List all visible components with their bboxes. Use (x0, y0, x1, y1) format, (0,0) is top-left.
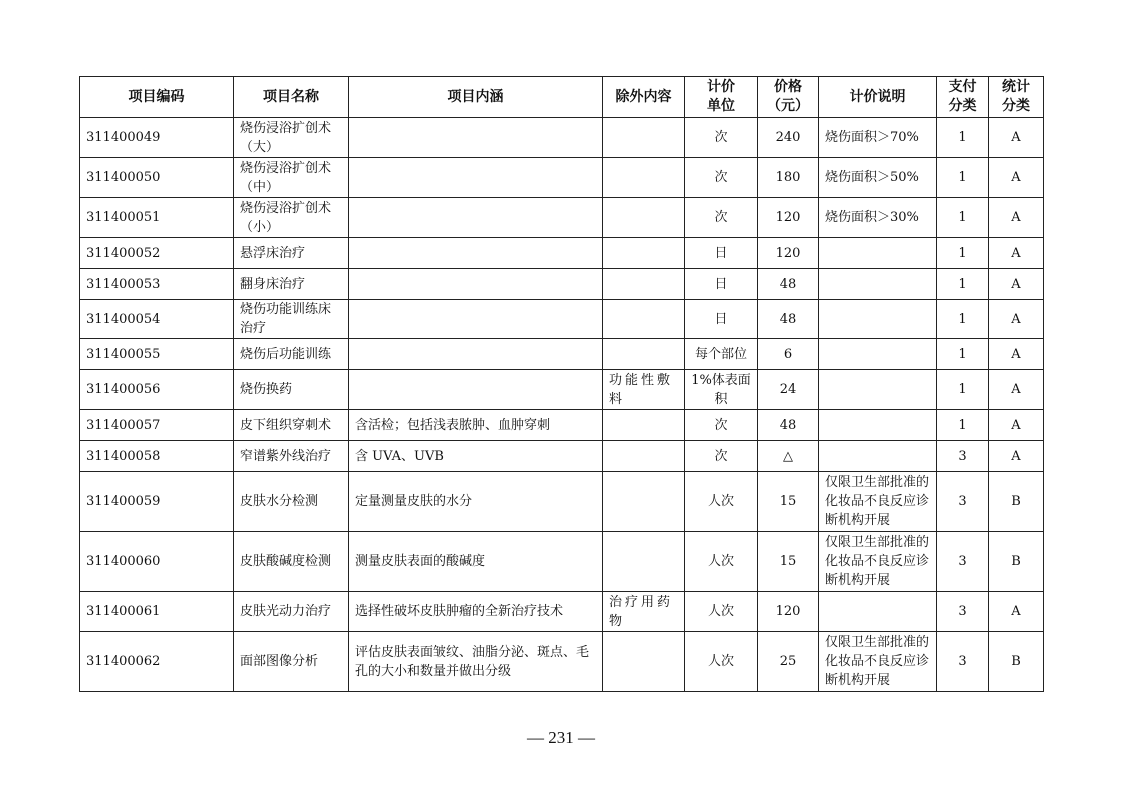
header-stat: 统计 分类 (989, 77, 1044, 118)
cell-note (819, 410, 937, 441)
cell-excluded (603, 300, 685, 339)
cell-price: 6 (758, 339, 819, 370)
cell-unit: 每个部位 (685, 339, 758, 370)
cell-excluded: 治疗用药物 (603, 592, 685, 632)
cell-price: 240 (758, 118, 819, 158)
cell-content (349, 118, 603, 158)
cell-name: 烧伤浸浴扩创术（中） (234, 158, 349, 198)
cell-stat: A (989, 370, 1044, 410)
cell-code: 311400062 (80, 632, 234, 692)
cell-code: 311400050 (80, 158, 234, 198)
cell-code: 311400052 (80, 238, 234, 269)
cell-code: 311400057 (80, 410, 234, 441)
cell-note: 仅限卫生部批准的化妆品不良反应诊断机构开展 (819, 472, 937, 532)
cell-code: 311400060 (80, 532, 234, 592)
cell-note (819, 441, 937, 472)
cell-note: 仅限卫生部批准的化妆品不良反应诊断机构开展 (819, 532, 937, 592)
cell-unit: 次 (685, 198, 758, 238)
table-row (80, 269, 1044, 300)
cell-pay: 1 (937, 339, 989, 370)
cell-name: 窄谱紫外线治疗 (234, 441, 349, 472)
cell-name: 皮肤光动力治疗 (234, 592, 349, 632)
cell-note (819, 339, 937, 370)
cell-content (349, 269, 603, 300)
cell-price: 180 (758, 158, 819, 198)
cell-unit: 次 (685, 158, 758, 198)
cell-stat: A (989, 118, 1044, 158)
cell-code: 311400059 (80, 472, 234, 532)
table-row (80, 339, 1044, 370)
header-note: 计价说明 (819, 77, 937, 118)
cell-stat: A (989, 339, 1044, 370)
cell-content: 定量测量皮肤的水分 (349, 472, 603, 532)
cell-stat: B (989, 632, 1044, 692)
cell-content (349, 300, 603, 339)
cell-excluded (603, 532, 685, 592)
cell-unit: 日 (685, 269, 758, 300)
cell-note: 仅限卫生部批准的化妆品不良反应诊断机构开展 (819, 632, 937, 692)
cell-code: 311400051 (80, 198, 234, 238)
cell-price: 15 (758, 532, 819, 592)
cell-note: 烧伤面积＞50% (819, 158, 937, 198)
table-row (80, 632, 1044, 692)
cell-content: 评估皮肤表面皱纹、油脂分泌、斑点、毛孔的大小和数量并做出分级 (349, 632, 603, 692)
cell-note (819, 592, 937, 632)
cell-name: 皮下组织穿刺术 (234, 410, 349, 441)
cell-note (819, 269, 937, 300)
cell-unit: 人次 (685, 632, 758, 692)
cell-unit: 人次 (685, 592, 758, 632)
cell-content: 含 UVA、UVB (349, 441, 603, 472)
cell-name: 皮肤酸碱度检测 (234, 532, 349, 592)
cell-pay: 3 (937, 632, 989, 692)
cell-content (349, 198, 603, 238)
fee-table (79, 76, 1044, 692)
cell-pay: 3 (937, 532, 989, 592)
cell-content (349, 339, 603, 370)
cell-pay: 3 (937, 592, 989, 632)
cell-code: 311400049 (80, 118, 234, 158)
cell-price: 48 (758, 269, 819, 300)
cell-pay: 1 (937, 300, 989, 339)
cell-stat: B (989, 532, 1044, 592)
cell-note: 烧伤面积＞70% (819, 118, 937, 158)
cell-stat: A (989, 198, 1044, 238)
cell-unit: 人次 (685, 532, 758, 592)
table-row (80, 300, 1044, 339)
cell-content: 测量皮肤表面的酸碱度 (349, 532, 603, 592)
cell-stat: A (989, 238, 1044, 269)
header-price: 价格 （元） (758, 77, 819, 118)
cell-code: 311400053 (80, 269, 234, 300)
cell-content (349, 370, 603, 410)
cell-pay: 1 (937, 238, 989, 269)
cell-code: 311400054 (80, 300, 234, 339)
table-row (80, 592, 1044, 632)
cell-pay: 3 (937, 441, 989, 472)
cell-code: 311400056 (80, 370, 234, 410)
table-row (80, 410, 1044, 441)
cell-code: 311400058 (80, 441, 234, 472)
cell-stat: A (989, 269, 1044, 300)
header-pay: 支付 分类 (937, 77, 989, 118)
cell-excluded (603, 410, 685, 441)
cell-pay: 1 (937, 158, 989, 198)
cell-content: 选择性破坏皮肤肿瘤的全新治疗技术 (349, 592, 603, 632)
cell-note: 烧伤面积＞30% (819, 198, 937, 238)
cell-unit: 次 (685, 118, 758, 158)
cell-pay: 1 (937, 269, 989, 300)
cell-content (349, 158, 603, 198)
cell-price: 15 (758, 472, 819, 532)
cell-content: 含活检；包括浅表脓肿、血肿穿刺 (349, 410, 603, 441)
cell-content (349, 238, 603, 269)
cell-price: 120 (758, 592, 819, 632)
cell-name: 面部图像分析 (234, 632, 349, 692)
cell-name: 烧伤浸浴扩创术（小） (234, 198, 349, 238)
cell-price: △ (758, 441, 819, 472)
cell-excluded (603, 118, 685, 158)
table-row (80, 441, 1044, 472)
cell-excluded (603, 158, 685, 198)
cell-stat: A (989, 410, 1044, 441)
header-row (80, 77, 1044, 118)
cell-excluded (603, 339, 685, 370)
table-row (80, 198, 1044, 238)
cell-name: 烧伤换药 (234, 370, 349, 410)
cell-excluded (603, 238, 685, 269)
cell-excluded (603, 269, 685, 300)
cell-excluded (603, 198, 685, 238)
cell-price: 25 (758, 632, 819, 692)
cell-stat: A (989, 592, 1044, 632)
cell-pay: 3 (937, 472, 989, 532)
table-row (80, 158, 1044, 198)
cell-excluded (603, 472, 685, 532)
cell-price: 24 (758, 370, 819, 410)
cell-price: 48 (758, 300, 819, 339)
cell-unit: 1%体表面积 (685, 370, 758, 410)
cell-excluded (603, 632, 685, 692)
cell-note (819, 300, 937, 339)
cell-pay: 1 (937, 118, 989, 158)
header-code: 项目编码 (80, 77, 234, 118)
header-content: 项目内涵 (349, 77, 603, 118)
cell-pay: 1 (937, 410, 989, 441)
cell-unit: 次 (685, 441, 758, 472)
cell-name: 翻身床治疗 (234, 269, 349, 300)
cell-unit: 日 (685, 300, 758, 339)
table-row (80, 532, 1044, 592)
header-unit: 计价 单位 (685, 77, 758, 118)
table-row (80, 118, 1044, 158)
table-row (80, 238, 1044, 269)
cell-unit: 人次 (685, 472, 758, 532)
cell-price: 120 (758, 198, 819, 238)
cell-excluded (603, 441, 685, 472)
header-excluded: 除外内容 (603, 77, 685, 118)
cell-price: 120 (758, 238, 819, 269)
cell-unit: 日 (685, 238, 758, 269)
cell-name: 皮肤水分检测 (234, 472, 349, 532)
cell-name: 悬浮床治疗 (234, 238, 349, 269)
page-number: — 231 — (527, 728, 595, 747)
table-row (80, 370, 1044, 410)
cell-pay: 1 (937, 370, 989, 410)
cell-stat: A (989, 300, 1044, 339)
cell-pay: 1 (937, 198, 989, 238)
cell-name: 烧伤浸浴扩创术（大） (234, 118, 349, 158)
cell-excluded: 功能性敷料 (603, 370, 685, 410)
cell-stat: B (989, 472, 1044, 532)
header-name: 项目名称 (234, 77, 349, 118)
cell-price: 48 (758, 410, 819, 441)
cell-note (819, 370, 937, 410)
cell-code: 311400061 (80, 592, 234, 632)
cell-name: 烧伤功能训练床治疗 (234, 300, 349, 339)
cell-note (819, 238, 937, 269)
cell-stat: A (989, 441, 1044, 472)
table-row (80, 472, 1044, 532)
table-body (80, 118, 1044, 692)
cell-code: 311400055 (80, 339, 234, 370)
cell-stat: A (989, 158, 1044, 198)
cell-unit: 次 (685, 410, 758, 441)
cell-name: 烧伤后功能训练 (234, 339, 349, 370)
